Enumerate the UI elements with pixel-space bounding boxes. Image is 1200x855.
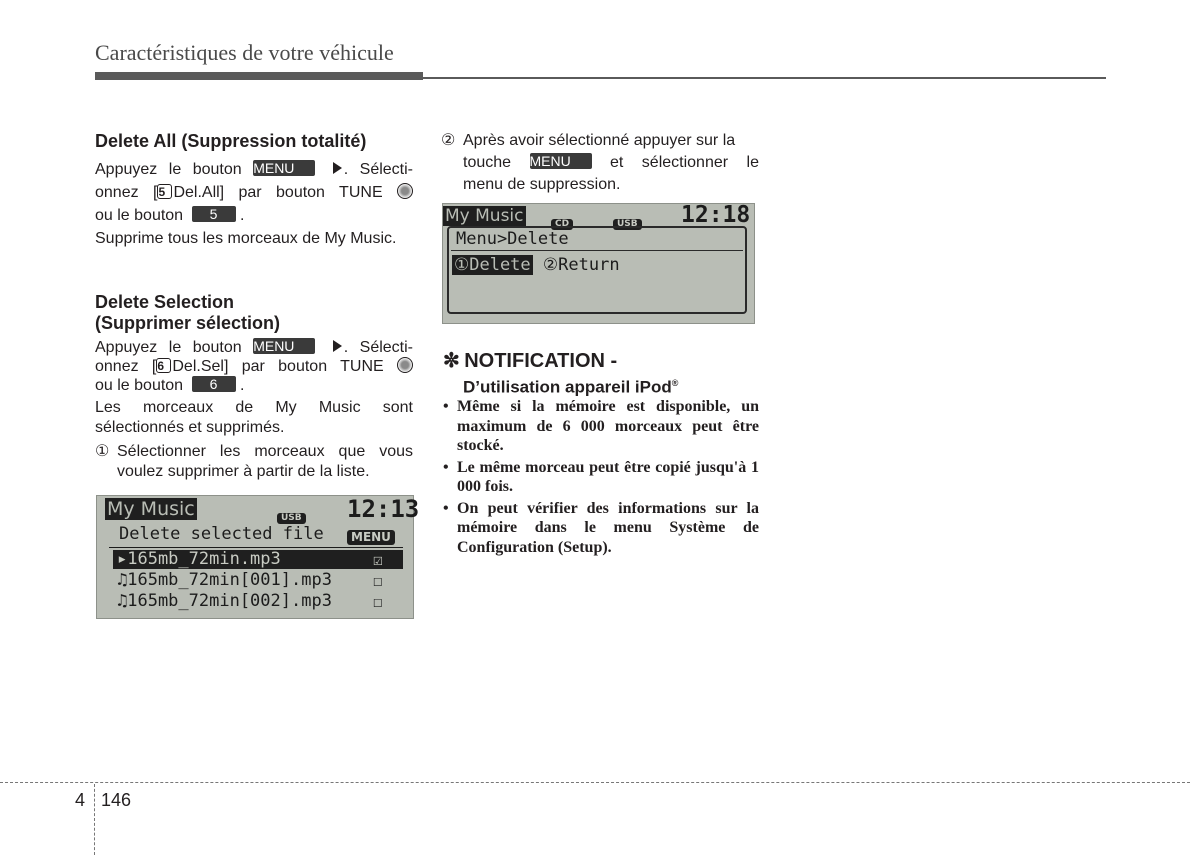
registered-mark: ®	[671, 378, 679, 388]
empty-box-icon: ☐	[373, 592, 383, 611]
delete-all-line-2	[95, 183, 413, 203]
text: ou le bouton	[95, 377, 184, 394]
text: . Sélecti-	[343, 161, 414, 178]
page-header-title: Caractéristiques de votre véhicule	[95, 40, 394, 65]
screen-header: Delete selected file	[119, 524, 324, 544]
text: .	[239, 377, 245, 394]
text: D’utilisation appareil iPod	[463, 377, 672, 397]
delete-selection-heading-2: (Supprimer sélection)	[95, 313, 281, 333]
key-6: 6	[192, 376, 236, 392]
footer-separator	[94, 784, 95, 855]
delete-all-line-1	[95, 160, 413, 180]
notification-subtitle	[463, 373, 678, 398]
screen-title: My Music	[107, 498, 195, 520]
delete-selection-line-1	[95, 338, 413, 358]
step-2-line-3: menu de suppression.	[463, 176, 621, 193]
step-2	[441, 131, 759, 195]
delete-selection-heading-1: Delete Selection	[95, 292, 235, 312]
list-item: • Même si la mémoire est disponible, un maximum de 6 000 morceaux peut être stocké.	[443, 398, 759, 454]
notification-header	[443, 349, 617, 373]
right-arrow-icon	[333, 162, 342, 174]
text: onnez [	[95, 184, 158, 201]
text: .	[239, 207, 245, 224]
menu-key: MENU	[253, 160, 315, 176]
delete-all-heading: Delete All (Suppression totalité)	[95, 131, 367, 151]
text: On peut vérifier des informations sur la mémoire dans le menu Système de Configuration (Setup).	[457, 499, 759, 556]
tune-knob-icon	[397, 183, 413, 199]
menu-key: MENU	[530, 153, 592, 169]
chapter-number: 4	[75, 790, 86, 810]
key-5: 5	[192, 206, 236, 222]
text: onnez [	[95, 358, 157, 375]
text: Appuyez le bouton	[95, 339, 242, 356]
empty-box-icon: ☐	[373, 571, 383, 590]
screen-header: Menu>Delete	[456, 229, 569, 249]
screen-title: My Music	[445, 206, 524, 226]
delete-option: ①Delete	[454, 255, 531, 275]
text: Appuyez le bouton	[95, 161, 242, 178]
text: Del.All] par bouton TUNE	[173, 184, 383, 201]
text: Le même morceau peut être copié jusqu'à 1 000 fois.	[457, 458, 759, 495]
checked-box-icon: ☑	[373, 550, 383, 569]
page-number: 146	[101, 790, 132, 810]
delete-all-description: Supprime tous les morceaux de My Music.	[95, 230, 397, 247]
file-row: ▸165mb_72min.mp3	[117, 549, 281, 569]
asterisk-icon: ✼	[443, 350, 460, 372]
key-5-icon: 5	[157, 184, 172, 199]
text: Del.Sel] par bouton TUNE	[172, 358, 384, 375]
footer-rule	[0, 782, 1190, 783]
delete-selection-line-3	[95, 376, 244, 396]
menu-key: MENU	[253, 338, 315, 354]
my-music-delete-screen	[96, 495, 420, 619]
delete-selection-description: Les morceaux de My Music sont sélectionnés et supprimés.	[95, 399, 413, 436]
text: et sélectionner le	[609, 154, 759, 171]
screen-time: 12:18	[681, 202, 751, 228]
header-rule-thick	[95, 72, 423, 80]
key-6-icon: 6	[156, 358, 171, 373]
delete-all-line-3	[95, 206, 244, 226]
list-item: • Le même morceau peut être copié jusqu'à 1 000 fois.	[443, 458, 759, 495]
step-1-number: ①	[95, 443, 110, 460]
step-2-number: ②	[441, 132, 456, 149]
menu-delete-screen	[442, 203, 755, 324]
step-1	[95, 442, 413, 482]
menu-badge: MENU	[347, 530, 395, 545]
notification-title: NOTIFICATION -	[464, 350, 618, 372]
right-arrow-icon	[333, 340, 342, 352]
file-row: ♫165mb_72min[001].mp3	[117, 570, 332, 590]
screen-time: 12:13	[347, 495, 420, 523]
step-2-line-1: Après avoir sélectionné appuyer sur la	[463, 132, 736, 149]
text: touche	[463, 154, 512, 171]
header-rule-thin	[423, 77, 1106, 79]
step-2-line-2	[463, 153, 759, 173]
text: Même si la mémoire est disponible, un maximum de 6 000 morceaux peut être stocké.	[457, 398, 759, 454]
step-1-text: Sélectionner les morceaux que vous voulez supprimer à partir de la liste.	[117, 443, 413, 480]
usb-badge: USB	[277, 513, 306, 524]
tune-knob-icon	[397, 357, 413, 373]
cd-badge: CD	[551, 219, 573, 230]
text: . Sélecti-	[343, 339, 414, 356]
delete-selection-line-2	[95, 357, 413, 377]
notification-list	[441, 397, 759, 559]
text: ou le bouton	[95, 207, 184, 224]
usb-badge: USB	[613, 219, 642, 230]
file-row: ♫165mb_72min[002].mp3	[117, 591, 332, 611]
list-item: • On peut vérifier des informations sur la mémoire dans le menu Système de Configuration (Setup).	[443, 499, 759, 556]
return-option: ②Return	[542, 255, 620, 275]
